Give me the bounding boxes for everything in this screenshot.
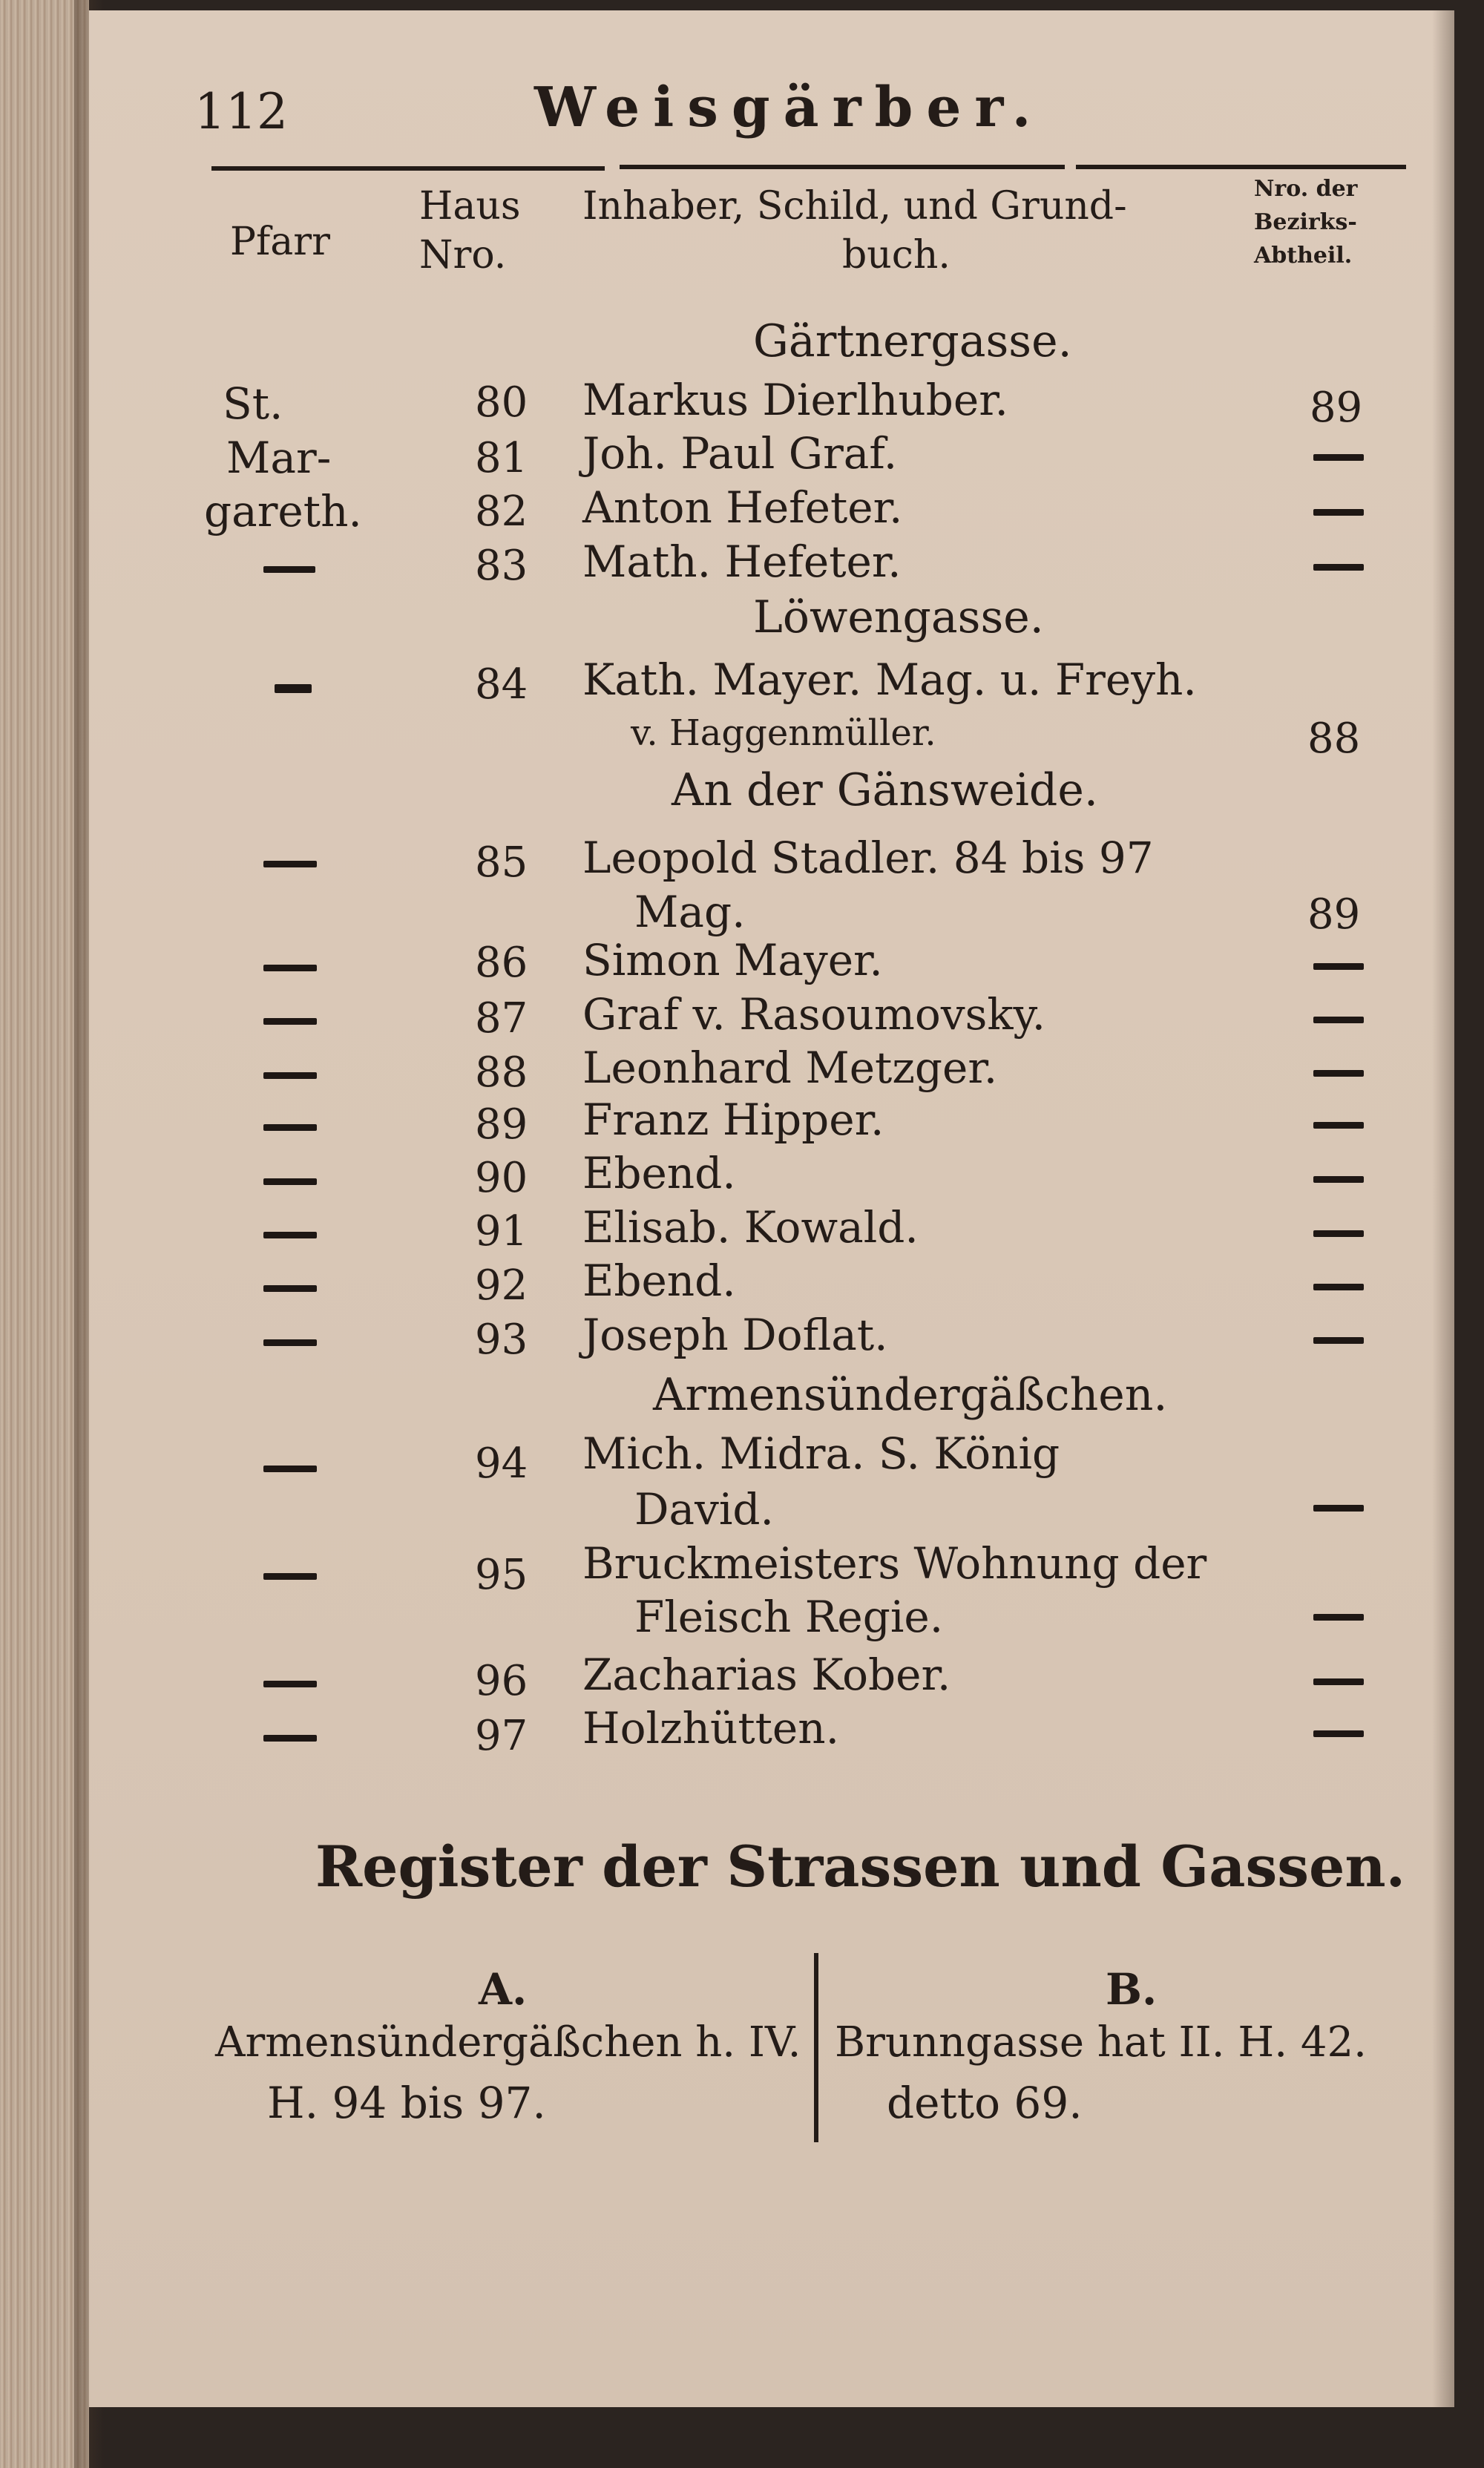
owner-name-continued: Mag. [634,887,746,937]
column-header-bezirk-3: Abtheil. [1254,243,1353,269]
ditto-mark [1313,1337,1364,1344]
column-header-bezirk-1: Nro. der [1254,176,1358,202]
ditto-mark [1313,1614,1364,1621]
house-number: 91 [475,1207,528,1256]
running-title: Weisgärber. [534,76,1045,140]
column-header-pfarr: Pfarr [230,220,330,264]
owner-name-continued: David. [634,1484,774,1535]
ditto-mark [1313,1176,1364,1183]
ditto-mark [1313,1230,1364,1237]
ditto-mark [263,1232,317,1238]
owner-name: Kath. Mayer. Mag. u. Freyh. [582,654,1197,705]
owner-name-continued: Fleisch Regie. [634,1592,944,1642]
house-number: 95 [475,1551,528,1599]
house-number: 80 [475,378,528,427]
house-number: 86 [475,939,528,987]
header-rule [1076,165,1406,169]
house-number: 94 [475,1440,528,1488]
house-number: 82 [475,488,528,536]
street-heading: Gärtnergasse. [753,315,1072,367]
ditto-mark [263,861,317,867]
ditto-mark [263,1072,317,1079]
ditto-mark [263,1681,317,1687]
house-number: 90 [475,1154,528,1202]
register-entry-a-continued: H. 94 bis 97. [267,2078,546,2128]
register-letter-a: A. [479,1964,528,2015]
ditto-mark [1313,1730,1364,1737]
street-heading: Löwengasse. [753,591,1044,643]
ditto-mark [263,1339,317,1346]
ditto-mark [1313,564,1364,571]
column-header-nro: Nro. [419,233,507,278]
ditto-mark [1313,1070,1364,1077]
owner-name: Holzhütten. [582,1703,840,1753]
owner-name: Leopold Stadler. 84 bis 97 [582,833,1154,883]
ditto-mark [263,566,315,573]
parish-name: gareth. [204,486,362,536]
owner-name: Leonhard Metzger. [582,1043,998,1093]
ditto-mark [1313,1017,1364,1023]
owner-name: Markus Dierlhuber. [582,375,1008,425]
parish-name: Mar- [226,433,332,483]
house-number: 97 [475,1712,528,1760]
ditto-mark [263,1018,317,1025]
owner-name: Graf v. Rasoumovsky. [582,989,1046,1040]
register-entry-b-continued: detto 69. [887,2078,1083,2128]
house-number: 85 [475,838,528,887]
owner-name: Joseph Doflat. [582,1310,888,1360]
owner-name: Simon Mayer. [582,935,883,985]
house-number: 87 [475,994,528,1043]
ditto-mark [263,1178,317,1185]
ditto-mark [263,1735,317,1742]
owner-name: Ebend. [582,1148,736,1198]
owner-name: Elisab. Kowald. [582,1202,919,1253]
house-number: 89 [475,1100,528,1149]
page-shadow [1432,10,1454,2407]
register-entry-b: Brunngasse hat II. H. 42. [835,2018,1367,2067]
column-header-inhaber: Inhaber, Schild, und Grund- [582,184,1127,229]
owner-name: Joh. Paul Graf. [582,428,898,479]
ditto-mark [263,1466,317,1472]
header-rule [620,165,1065,169]
ditto-mark [1313,1284,1364,1290]
owner-name: Anton Hefeter. [582,482,903,533]
house-number: 88 [475,1048,528,1097]
house-number: 84 [475,660,528,709]
register-entry-a: Armensündergäßchen h. IV. [215,2018,801,2067]
column-divider [814,1953,818,2142]
house-number: 81 [475,434,528,482]
district-number: 89 [1310,384,1363,432]
street-heading: Armensündergäßchen. [653,1369,1168,1421]
owner-name: Ebend. [582,1256,736,1306]
page-number: 112 [194,83,288,140]
house-number: 93 [475,1316,528,1364]
ditto-mark [263,1573,317,1580]
owner-name: Bruckmeisters Wohnung der [582,1538,1207,1589]
ditto-mark [1313,1505,1364,1512]
ditto-mark [1313,1122,1364,1129]
owner-name: Math. Hefeter. [582,536,902,587]
district-number: 89 [1307,890,1361,939]
ditto-mark [263,1285,317,1292]
owner-name: Zacharias Kober. [582,1650,951,1700]
ditto-mark [263,1124,317,1131]
owner-name-continued: v. Haggenmüller. [631,712,936,754]
house-number: 92 [475,1261,528,1310]
column-header-buch: buch. [842,233,951,278]
ditto-mark [275,684,312,693]
house-number: 83 [475,542,528,590]
column-header-bezirk-2: Bezirks- [1254,209,1357,235]
register-letter-b: B. [1106,1964,1158,2015]
header-rule [211,166,605,171]
ditto-mark [263,965,317,971]
column-header-haus: Haus [419,184,521,229]
ditto-mark [1313,1678,1364,1685]
house-number: 96 [475,1657,528,1705]
district-number: 88 [1307,715,1361,763]
register-heading: Register der Strassen und Gassen. [315,1834,1406,1900]
owner-name: Mich. Midra. S. König [582,1428,1060,1479]
parish-name: St. [223,378,283,429]
ditto-mark [1313,963,1364,970]
ditto-mark [1313,454,1364,461]
street-heading: An der Gänsweide. [672,764,1098,816]
ditto-mark [1313,509,1364,516]
owner-name: Franz Hipper. [582,1094,884,1145]
